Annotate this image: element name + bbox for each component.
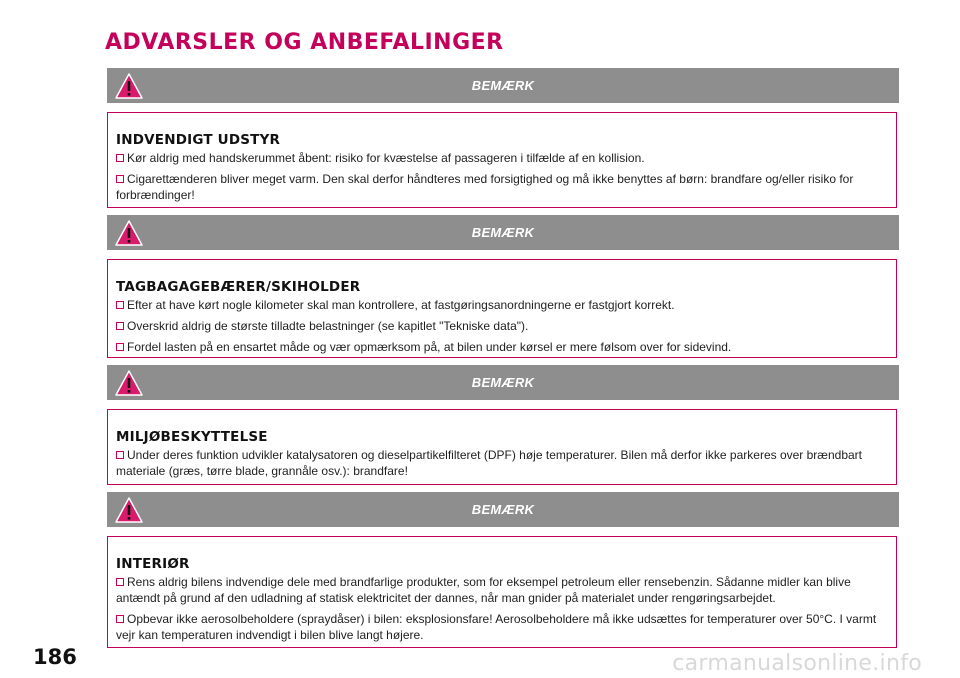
notice-label: BEMÆRK — [471, 78, 535, 93]
section-heading: MILJØBESKYTTELSE — [116, 429, 268, 445]
list-item: Kør aldrig med handskerummet åbent: risiko for kvæstelse af passageren i tilfælde af en kollision. — [116, 150, 888, 166]
notice-label: BEMÆRK — [471, 375, 535, 390]
checkbox-bullet-icon — [116, 301, 124, 309]
list-item: Fordel lasten på en ensartet måde og vær opmærksom på, at bilen under kørsel er mere følsom over for sidevind. — [116, 339, 888, 355]
checkbox-bullet-icon — [116, 175, 124, 183]
checkbox-bullet-icon — [116, 615, 124, 623]
notice-bar — [107, 215, 899, 250]
notice-label: BEMÆRK — [471, 502, 535, 517]
page-title: ADVARSLER OG ANBEFALINGER — [105, 30, 504, 55]
checkbox-bullet-icon — [116, 343, 124, 351]
list-item: Opbevar ikke aerosolbeholdere (spraydåser) i bilen: eksplosionsfare! Aerosolbeholdere må ikke udsættes for temperaturer over 50°C. I varmt vejr kan temperaturen indvendigt i bilen blive langt højere. — [116, 612, 877, 642]
page-number: 186 — [33, 645, 77, 669]
warning-box-environment — [107, 409, 897, 485]
warning-box-roof-rack — [107, 259, 897, 358]
list-item: Under deres funktion udvikler katalysatoren og dieselpartikelfilteret (DPF) høje temperaturer. Bilen må derfor ikke parkeres over brændbart materiale (græs, tørre blade, grannåle osv.): brandfare! — [116, 448, 862, 478]
section-heading: INTERIØR — [116, 556, 190, 572]
checkbox-bullet-icon — [116, 322, 124, 330]
list-item: Overskrid aldrig de største tilladte belastninger (se kapitlet "Tekniske data"). — [116, 318, 888, 334]
section-heading: INDVENDIGT UDSTYR — [116, 132, 281, 148]
notice-label: BEMÆRK — [471, 225, 535, 240]
list-item: Efter at have kørt nogle kilometer skal man kontrollere, at fastgøringsanordningerne er fastgjort korrekt. — [116, 297, 888, 313]
warning-box-interior — [107, 536, 897, 648]
notice-bar — [107, 68, 899, 103]
checkbox-bullet-icon — [116, 154, 124, 162]
section-heading: TAGBAGAGEBÆRER/SKIHOLDER — [116, 279, 361, 295]
checkbox-bullet-icon — [116, 451, 124, 459]
warning-box-interior-equipment — [107, 112, 897, 208]
list-item: Rens aldrig bilens indvendige dele med brandfarlige produkter, som for eksempel petroleum eller rensebenzin. Sådanne midler kan blive antændt på grund af den udladning af statisk elektricitet der dannes, når man gnider på materialet under rengøringsarbejdet. — [116, 575, 851, 605]
watermark: carmanualsonline.info — [672, 651, 922, 676]
checkbox-bullet-icon — [116, 578, 124, 586]
list-item: Cigarettænderen bliver meget varm. Den skal derfor håndteres med forsigtighed og må ikke benyttes af børn: brandfare og/eller risiko for forbrændinger! — [116, 172, 854, 202]
notice-bar — [107, 492, 899, 527]
notice-bar — [107, 365, 899, 400]
